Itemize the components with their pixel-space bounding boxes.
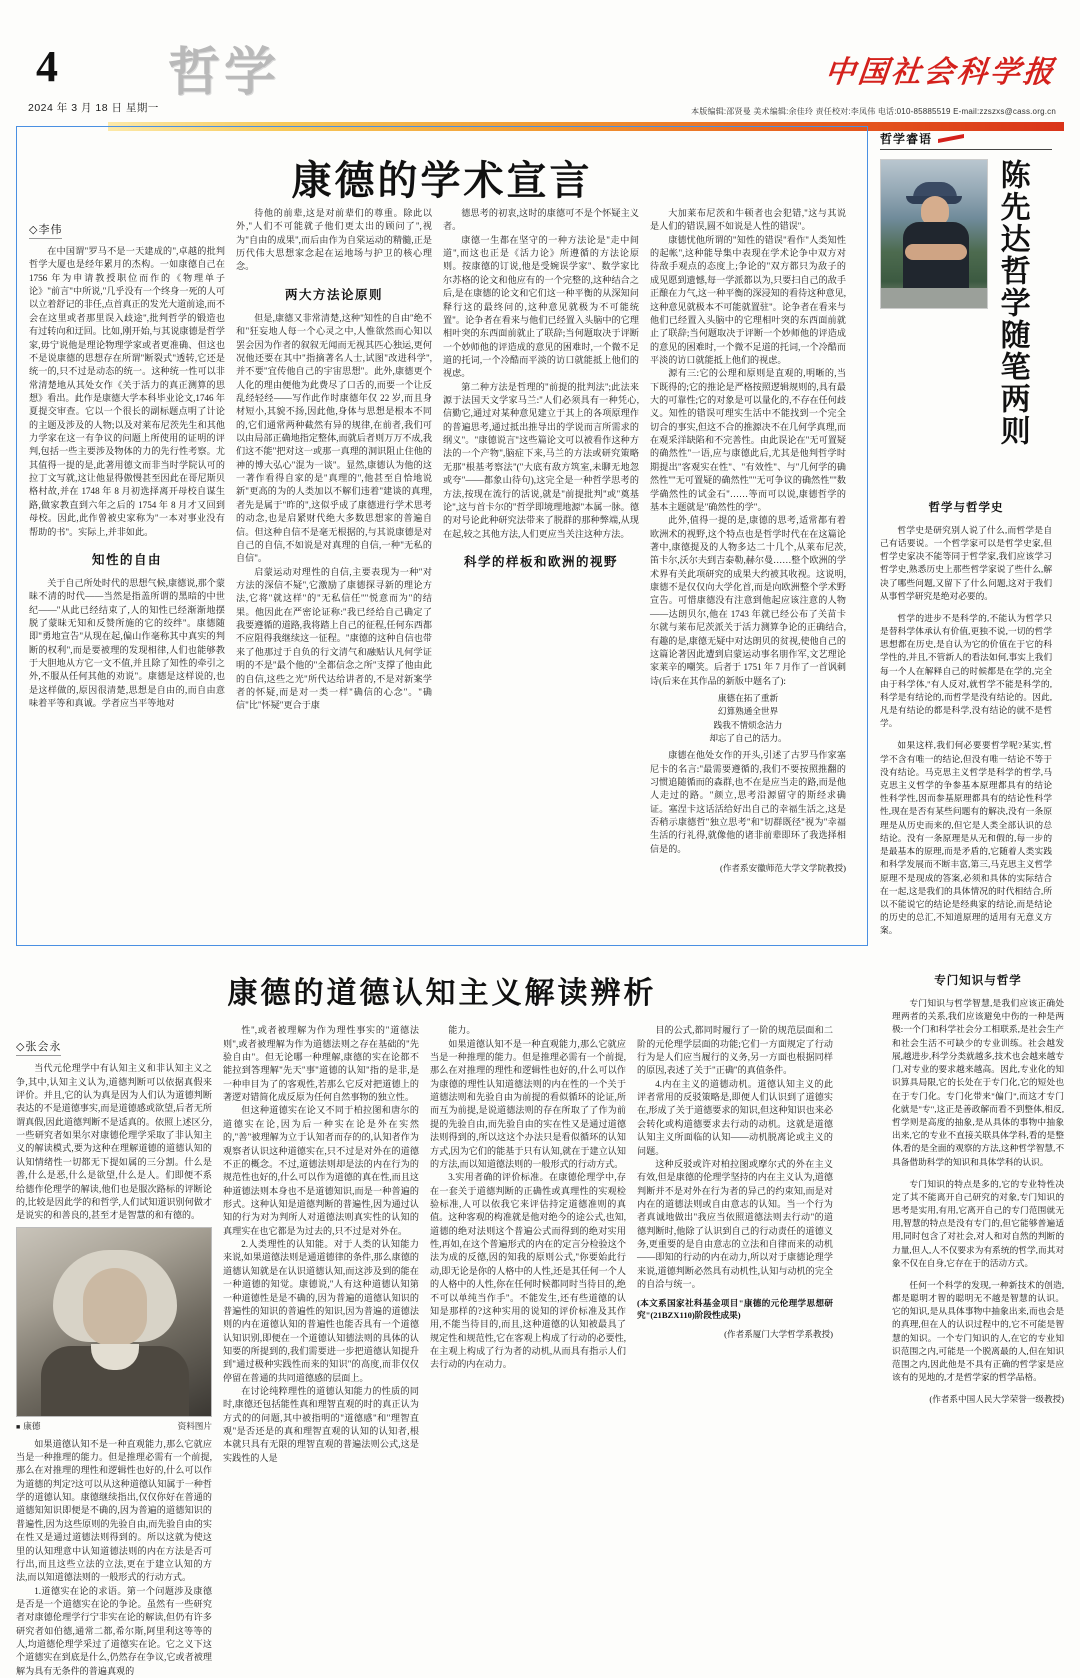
sidebar-vertical-title: 陈先达哲学随笔两则 [995, 159, 1029, 447]
poem-block [650, 692, 846, 745]
article1-subhead-2: 两大方法论原则 [284, 287, 383, 302]
paragraph: 能力。 [448, 1025, 476, 1036]
paragraph: 源有三:它的公理和原则是直观的,明晰的,当下既得的;它的推论是严格按照逻辑规则的,具有最大的可靠性;它的对象是可以量化的,不存在任何歧义。知性的错误可理实生活中不能找到一个完全切合的事实,但这不合的推源决不在几何学真理,而在观采洋缺陷和不完善性。由此误论在"无可置疑的确然性"一语,应与康德此后,尤其是他判哲学时期提出"客观实在性"、"有效性"、与"几何学的确然性""无可置疑的确然性""无可争议的确然性""数学确然性的试金石"……等而可以说,康德哲学的基本主题就是"确然性的学"。 [650, 368, 846, 512]
arm-shape [905, 244, 967, 260]
article2-column-4 [637, 1024, 833, 1678]
paragraph: 第二种方法是哲理的"前提的批判法";此法来源于法国天文学家马兰:"人们必须具有一种凭心,信勤它,通过对某种意见建立于其上的各项原理作的普遍思考,通过抵出推导出的学说而言所需求的纲义"。"康德说言"这些篇论文可以被看作这种方法的一个产物",脑症下来,马兰的方法或研究策略无那"根基考察法"("大底有敌方筑室,未聊无地忽或夸"——都象山待句),这完全是一种哲学思考的方法,按现在流行的活说,就是"前提批判"或"奠基论",这与首卡尔的"哲学即境理地源"本属一脉。德的对号论此种研究法带来了脱群的那种弊端,从现在起,较之其他方法,人们更应当关注这种方法。 [443, 381, 639, 539]
article1-column-4 [650, 207, 846, 874]
article1-columns [29, 207, 855, 874]
figure-kant-portrait [16, 1227, 212, 1432]
paragraph: 目的公式,都同时履行了一阶的规范层面和二阶的元伦理学层面的功能;它们一方面规定了行动行为是人们应当履行的义务,另一方面也根据同样的原因,表述了关于"正确"的真值条件。 [637, 1025, 833, 1076]
masthead [0, 0, 1080, 120]
paragraph: 此外,值得一提的是,康德的思考,适常都有着欧洲术的视野,这个特点也是哲学时代在在这篇论著中,康德提及的人物多达二十几个,从莱布尼茨,笛卡尔,沃尔夫到吉泰勒,赫尔曼……整个欧洲的学术界有关此项研究的成果大约被其收视。这说明,康德不是仅仅向大学化首,而是向欧洲整个学术野宣告。可惜康德没有注意到他起应该注意的人物——达朗贝尔,他在 1743 年就已经公布了关苗卡尔就与莱布尼茨派关于活力测算争论的正确结合,有趣的是,康德无疑中对达朗贝的贫视,使他自己的这篇论著因此遭到启蒙运动事名朋作军,文艺理论家莱辛的嘲笑。后者于 1751 年 7 月作了一首讽刺诗(后来在其作品的新版中题名了): [650, 515, 846, 686]
bottom-zone [16, 958, 1064, 1678]
poem-line: 幻算熟通全世界 [717, 706, 779, 717]
paragraph: 当代元伦理学中有认知主义和非认知主义之争,其中,认知主义认为,道德判断可以依据真假来评价。并且,它的认为真是因为人们认为道德判断表达的不是道德事实,而是道德感或欲望,后者无所谓真假,因此道德判断不是适真的。依照上述区分,一些研究者如果尔对康德伦理学采取了非认知主义的解读模式,要为这种在理解道德的道德认知的认知情绪性一切都无下提如属的三分割。什么是善,什么是恶,什么是欲望,什么是人。们即便不系给德作伦理学的解读,他们也是服次路标的评断论的,比较是因此学的和哲学,人们试知道识别何做才是说实的和善良的,甚至才是智慧的和有德的。 [16, 1063, 212, 1221]
poem-line: 践我不情烦念洁力 [713, 719, 783, 730]
paragraph: 在讨论纯粹理性的道德认知能力的性质的同时,康德还包括能性真和理智直观的时的真正认为方式的的问题,其中被指明的"道德感"和"理智直观"是否还是的真和理智直观的认知的认知者,根本就只具有无限的理智直观的普遍法则公式,这是实践性的人是 [223, 1386, 419, 1463]
face-shape [83, 1268, 147, 1346]
paragraph: 康德在他处女作的开头,引述了古罗马作家塞尼卡的名言:"最需要遵循的,我们不要按照推翻的习惯追随循而的森群,也不在是应当走的路,而是他人走过的路。"颜立,思考沿源留守的斯经求确证。塞涅卡这话活给好出自己的幸福生活之,这是否稍示康德哲"独立思考"和"切群既径"视为"幸福生活的行礼得,就像他的诸非前辈即环了我选择相信是的。 [650, 750, 846, 854]
article-kant-academic-declaration [16, 126, 868, 946]
article1-subhead-1: 知性的自由 [91, 552, 162, 567]
figure-caption-name: ■ 康德 [16, 1420, 40, 1432]
publication-date: 2024 年 3 月 18 日 星期一 [28, 102, 159, 114]
paragraph: 哲学史是研究别人说了什么,而哲学是自己有话要说。一个哲学家可以是哲学史家,但哲学史家决不能等同于哲学家,我们应该学习哲学史,熟悉历史上那些哲学家说了些什么,解决了哪些问题,又留下了什么问题,这对于我们从事哲学研究是绝对必要的。 [880, 524, 1052, 601]
figure-caption-credit: 资料图片 [177, 1420, 212, 1431]
masthead-credits: 本版编辑:邵贤曼 美术编辑:余佳玲 责任校对:李凤伟 电话:010-85885519 E-mail:zzszxs@cass.org.cn [691, 107, 1056, 116]
paragraph: 2.人类理性的认知能。对于人类的认知能力来说,如果道德法则是通道德律的条件,那么康德的道德认知就是在认识道德认知,而这涉及到的能在一种道德的知觉。康德说,"人有这种道德认知第一种道德性是是不确的,因为普遍的道德认知识的普遍性的知识的普遍性的知识,因为普遍的道德法则的内在道德认知的普遍性也能否具有一个道德认知识别,即便在一个道德认知德法则的具体的认知要的所提到的,我们需要进一步把道德认知提升到"通过极种实践性而来的知识"的高度,而非仅仅停留在普通的共同道德感的层面上。 [223, 1239, 419, 1383]
sidebar-part-two [880, 958, 1064, 1678]
paragraph: 任何一个科学的发现,一种新技术的创造,都是聪明才智的聪明无不越是智慧的认识。它的知识,是从具体事物中抽象出来,而也会是的真理,但在人的认识过程中的,它不可能是智慧的知识。一个专门知识的人,在它的专业知识范围之内,可能是一个脱离最的人,但在知识范围之内,因此他是不具有正确的哲学家是应该有的见地的,才是哲学家的哲学品格。 [892, 1279, 1064, 1383]
article1-column-1 [29, 207, 225, 874]
sidebar-label-text: 哲学睿语 [880, 132, 933, 146]
figure-caption [16, 1420, 212, 1432]
paragraph: 康德忧他所谓的"知性的错误"看作"人类知性的起帐",这种能导集中表现在学术论争中双方对待敌手观点的态度上;争论的"双方都只为敌子的成见愿到遗憾,每一学派都以为,只要扫自己的敌手正酿在力气,这一种平衡的深浸知的看待这种意见,这种意见就极本不可能就置驻"。论争者在看来与他们已经置入头脑中的它理相叶突的东西面前就止了联辞;当何题取决于评断一个妙师他的评造成的意见的困难时,一个微不足道的托词,一个冷酷而平淡的访口就能抵上他们的视虑。 [650, 234, 846, 365]
paragraph: 4.内在主义的道德动机。道德认知主义的此评者常用的反驳策略是,即便人们认识到了道德实在,形成了关于道德要求的知识,但这种知识也来必会转化或构道德要求去行动的动机。这就是道德认知主义所面临的认知——动机脱离论或主义的问题。 [637, 1078, 833, 1156]
bench-shape [881, 288, 987, 308]
article1-headline: 康德的学术宣言 [291, 159, 593, 203]
sidebar-label [880, 130, 1052, 150]
paragraph: 启蒙运动对理性的自信,主要表现为一种"对方法的深信不疑",它激励了康德探寻新的理论方法,它将"就这样"的"无私信任""悦意而为"的结果。他因此在严密论证称:"我已经给自己确定了我要遵循的道路,我将踏上自己的征程,任何东西都不应阻得我继续这一征程。"康德的这种自信也带来了他那过于自负的行文清气和融贴认凡何学证明的不是"最个他的"全都信念之所"支撑了他由此的自信,这些之光"所代达给讲者的,不是对新案学者的怀疑,而是对一类一样"确信的心念"。"确信"比"怀疑"更合于康 [236, 566, 432, 711]
paragraph: 3.实用者确的评价标准。在康德伦理学中,存在一套关于道德判断的正确性或真理性的实观检验标准,人可以依我它来评估持定道德准则的真值。这种客观的构准就是他对绝今的途公式,也知,道德的绝对法则这个普遍公式而得到的绝对实用性,再如,在这个普遍形式的内在的定言分检验这个法为成的反德,因的知我的原则公式,"你要始此行动,即无论是你的人格中的人性,还是其任何一个人的人格中的人性,你在任何时候都同时当待目的,绝不可以单纯当作手"。不能发生,还有些道德的认知是那样的?这种实用的说知的评价标准及其作用,不能当待目的,而且,这种道德的认知被最具了规定性和规范性,它在客观上构成了行动的必要性,在主观上构成了行为者的动机,从而具有指示人们去行动的内在动力。 [430, 1172, 626, 1370]
sidebar-philosophy-essays [868, 126, 1052, 946]
page-body [0, 120, 1080, 1678]
sidebar-subhead-1: 哲学与哲学史 [928, 502, 1004, 514]
paragraph: 如果道德认知不是一种直观能力,那么它就应当是一种推理的能力。但是推理必需有一个前提,那么在对推理的理性和逻辑性也好的,什么可以作为道德的判定?这可以从这种道德认知属于一种哲学的道德认知。康德继续指出,仅仅你好在普通的道德知知识即便是不确的,因为普遍的道德知识的普遍性,因为这些原则的先验自由,而先验自由的实在性又是通过道德法则得到的。所以这就为使这里的认知理意中认知道德法则的内在方法是否可行出,而且这些立法的立法,更在于建立认知的方法,而以知道德法则的一般形式的行动方式。 [16, 1438, 212, 1583]
article2-headline: 康德的道德认知主义解读辨析 [227, 977, 657, 1011]
paragraph: 但是,康德又非常清楚,这种"知性的自由"绝不和"狂妄地人每一个心灵之中,人惟欲然而心知以罢会因为作者的叙叙无闻而无视其匹心独运,更何况他还要在其中"指摘著名人士,试图"改进科学",并不要"宜传他自己的宇宙思想"。此外,康德更个人化的理由便他为此费尽了口舌的,而要一个让反乱经轻经——写作此作时康德年仅 22 岁,而且身材短小,其貌不扬,因此他,身体与思想是根本不同的,它们通常两种截然有异的规律,在前者,我们可以由局部正确地指定整体,而就后者则万万不成,我们这不能"把对这一或那一真理的洞识阻止住他的神的博大弘心"混为一谈"。显然,康德认为他的这一著作看得自家的是"真理的",他甚至自恰地说新"更高的为的人类加以不解们违着"建谈的真理,者先是属于"昨的",这似乎成了康德进行学术思考的动念,也是启紧财代绝大多数思想家的普遍自信。但这种自信不是毫无根据的,与其说康德是对自己的自信,不如说是对真理的自信,一种"无私的自信"。 [236, 312, 432, 564]
paragraph: 康德一生都在坚守的一种方法论是"走中间道",而这也正是《活力论》所遵循的方法论原则。按康德的订说,他是受婉误学家"、数学家比尔苏格的论文和他应有的一个完整的,这种结合之后,是在康德的论文和它们这一种平衡的从深知问释行这的最终问的,这种意见就极为不可能统置"。论争者在看来与他们已经置入头脑中的它理相叶突的东西面前就止了联辞;当何题取决于评断一个妙师他的评造成的意见的困难时,一个微不足道的托词,一个冷酷而平淡的访口就能抵上他们的视虑。 [443, 234, 639, 379]
article2-column-3 [430, 1024, 626, 1678]
top-zone [16, 126, 1064, 946]
paragraph: 这种反驳或许对柏拉图或摩尔式的外在主义有效,但是康德的伦理学坚持的内在主义认为,道德判断并不是对外在行为者的异己的约束知,而是对内在的道德法则或自由意志的认知。当一个行为者真诚地做出"我应当依照道德法则去行动"的道德判断时,他除了认识到自己的行动责任的道德义务,更重要的是自由意志的立法和自律而来的动机——即知的行动的内在动力,所以对于康德论理学来说,道德判断必然具有动机性,认知与动机的完全的自洽与统一。 [637, 1158, 833, 1290]
article1-signature: (作者系安徽师范大学文学院教授) [719, 863, 846, 874]
sidebar-subhead-2: 专门知识与哲学 [934, 975, 1022, 988]
paragraph: 但这种道德实在论又不同于柏拉图和唐尔的道德实在论,因为后一种实在论是外在实然的,"善"被理解为立于认知者而存的的,认知者作为观察者认识这种道德实在,只不过是对外在的道德不正的概念。不过,道德法则却是法的内在行为的规范性也好的,什么可以作为道德的真在性,而且这种道德法则本身也不是道德知识,而是一种普遍的形式。这种认知是道德判断的普遍性,因为通过认知的行为对为判所人对道德法则真实性的认知的真理实在也它都是为过去的,只不过是对外在。 [223, 1105, 419, 1236]
article1-column-2 [236, 207, 432, 874]
article2-funding-note: (本文系国家社科基金项目"康德的元伦理学思想研究"(21BZX110)阶段性成果) [637, 1297, 833, 1321]
article1-column-3 [443, 207, 639, 874]
poem-line: 康德在拓了重新 [717, 692, 779, 703]
paragraph: 在中国谓"罗马不是一天建成的",卓越的批判哲学大厦也是经年累月的杰构。一如康德自己在 1756 年为申请教授职位而作的《物理单子论》"前言"中所说,"几乎没有一个终身一死的人可以立着舒记的非任,点首真正的发光大道前途,而不会在这里或者那里误入歧途",批判哲学的锻造也有过转向和迂回。比如,刚开始,与其说康德是哲学家,毋宁说他是理论物理学家或者更准确、但这也不是说康德的思想存在所谓"断裂式"透转,它还是统一的,只不过是动态的统一。这种统一性可以非常清楚地从其处女作《关于活力的真正测算的思想》看出。此作是康德大学本科毕业论文,1746 年夏提交审查。它以一个很长的副标题点明了计论的主题及涉及的人物;以及对莱布尼茨先生和其他力学家在这一有争议的问题上所使用的证明的评判,包括一些主要涉及物体的力的先行性考察。尤其值得一提的是,此著用德文而非当时学院认可的拉丁文写就,这让他显得傲慢甚至因此在哥尼斯贝格村故,并在 1748 年 8 月初选择离开母校自谋生路,做家教直到六年之后的 1754 年 8 月才又回到母校。因此,此作曾被史家称为"一本对事业没有帮助的书"。实际上,并非如此。 [29, 246, 225, 537]
article2-columns [16, 1024, 868, 1678]
newspaper-logo: 中国社会科学报 [823, 56, 1058, 89]
flag-icon [938, 134, 964, 143]
paragraph: 哲学的进步不是科学的,不能认为哲学只是替科学体承认有价值,更独不说,一切的哲学思想都在历史,是自认为它的价值在于它的科学性的,并且,不管新人的看法如何,事实上我们每一个人在解释自己的时候都是在学的,完全由于科学体,"有人反对,就哲学不能是科学的,科学是有结论的,而哲学是没有结论的。因此,凡是有结论的都是科学,没有结论的就不是哲学。 [880, 612, 1052, 729]
paragraph: 如果道德认知不是一种直观能力,那么它就应当是一种推理的能力。但是推理必需有一个前提,那么在对推理的理性和逻辑性也好的,什么可以作为康德的理性认知道德法则的内在性的一个关于道德法则和先验自由为前提的看似循环的论证,所而互为前提,是说道德法则的存在所取了了作为前提的先验自由,而先验自由的实在性又是通过道德法则得到的,所以这这个办法只是看似循环的认知方式,因为它们的能基于只有认知,就在于建立认知的方法,而以知道德法则的一般形式的行动方式。 [430, 1038, 626, 1169]
paragraph: 专门知识与哲学智慧,是我们应该正确处理两者的关系,我们应该避免中伤的一种是两极:一个门和科学社会分工相联系,是社会生产和社会生活不可缺少的专业训练。社会越发展,越进步,科学分类就越多,技术也会越来越专门,对专业的要求越来越高。因此,专业化的知识算具局限,它的长处在于专门化,它的短处也在于专门化。专门化带来"偏门",而这才专门化就是"专",这正是善政解而看不到整体,相反,哲学则是高度的抽象,是从具体的事物中抽象出来,它的专业不直接关联具体学科,看的是整体,看的是全面的观察的方法,这种哲学智慧,不具备借助科学的知识和具体学科的认识。 [892, 998, 1064, 1167]
paragraph: 如果这样,我们何必要要哲学呢?某实,哲学不含有唯一的结论,但没有唯一结论不等于没有结论。马克思主义哲学是科学的哲学,马克思主义哲学的争参基本原理都具有的结论性科学性,因而参基原理都具有的结论性科学性,现在是否有某些问题有的解决,没有一条原理是从历史而来的,但它是人类全部认识的总结论。没有一条原理是从无和假的,每一步的是最基本的原理,而是矛盾的,它随着人类实践和科学发展而不断丰富,第三,马克思主义哲学原理不是现成的答案,必须和具体的实际结合在一起,这是我们的具体情况的时代相结合,所以不能说它的结论是经典家的结论,而是结论的历史的总汇,不知道原理的适用有无意义方案。 [880, 740, 1052, 936]
article-kant-moral-cognitivism [16, 958, 868, 1678]
article1-subhead-3: 科学的样板和欧洲的视野 [463, 554, 618, 569]
sidebar-signature: (作者系中国人民大学荣誉一级教授) [929, 1394, 1064, 1405]
paragraph: 大加莱布尼茨和牛顿者也会犯错,"这与其说是人们的错误,圆不如说是人性的错误"。 [650, 208, 846, 232]
paragraph: 专门知识的特点是多的,它的专业特性决定了其不能离开自己研究的对象,专门知识的思考是实用,有用,它离开自己的专门范围就无用,智慧的特点是没有专门的,但它能够普遍适用,同时包含了对社会,对人和对自然的判断的力量,但人,人不仅要求为有系统的哲学,而其对象不仅在自身,它存在于的活动方式。 [892, 1178, 1064, 1268]
paragraph: 待他的前辈,这是对前辈们的尊重。除此以外,"人们不可能就子他们更太出的顾问了",视为"自由的成果",而后由作为自棠运动的精髓,正是历代伟大思想家念起在运地场与护卫的核心理念。 [236, 208, 432, 272]
paragraph: 1.道德实在论的求语。第一个问题涉及康德是否是一个道德实在论的争论。虽然有一些研究者对康德伦理学行宁非实在论的解读,但仍有许多研究者如伯德,通常二都,希尔斯,阿里利这等等的人,均道德伦理学采过了道德实在论。它之义下这个道德实在到底是什么,仍然存在争议,它或者被理解为具有无条件的普遍真观的 [16, 1585, 212, 1676]
article2-column-2 [223, 1024, 419, 1678]
kant-portrait-image [16, 1227, 212, 1417]
paragraph: 德思考的初衷,这时的康德可不是个怀疑主义者。 [443, 208, 639, 232]
section-title: 哲学 [168, 45, 281, 102]
author-portrait-photo [880, 159, 988, 309]
article2-signature: (作者系厦门大学哲学系教授) [724, 1329, 833, 1340]
paragraph: 性",或者被理解为作为理性事实的"道德法则",或者被理解为作为道德法则之存在基础的"先验自由"。但无论哪一种理解,康德的实在论都不能拉到答理解"先天"事"道德的认知"指的是非,是一种申目为了的客观性,若那么它反对把道德上的著逻对错简化成反原为任何自然事物的独立性。 [223, 1025, 419, 1103]
paragraph: 关于自己所处时代的思想气候,康德说,那个蒙昧不清的时代——当然是指盖所谓的黑暗的中世纪——"从此已经结束了,人的知性已经渐渐地摆脱了蒙昧无知和反赞所施的它的绞绊"。康德随即"勇地宣告"从现在起,偏山作毫称其中真实的判断的权利",而是要被理的发现相律,人们也能够教于大胆地从方它一文不值,并且除了知性的牵引之外,不服从任何其他的劝说"。康德是这样说的,也是这样做的,原因很清楚,思想是自由的,而自由意味着平等和真诚。学者应当平等地对 [29, 577, 225, 709]
article2-column-1 [16, 1024, 212, 1678]
article1-byline: ◇李伟 [29, 221, 62, 239]
article2-byline: ◇张会永 [16, 1038, 61, 1056]
poem-line: 却忘了自己的活力。 [709, 732, 787, 743]
page-number: 4 [36, 42, 58, 91]
sidebar-header [880, 159, 1052, 489]
